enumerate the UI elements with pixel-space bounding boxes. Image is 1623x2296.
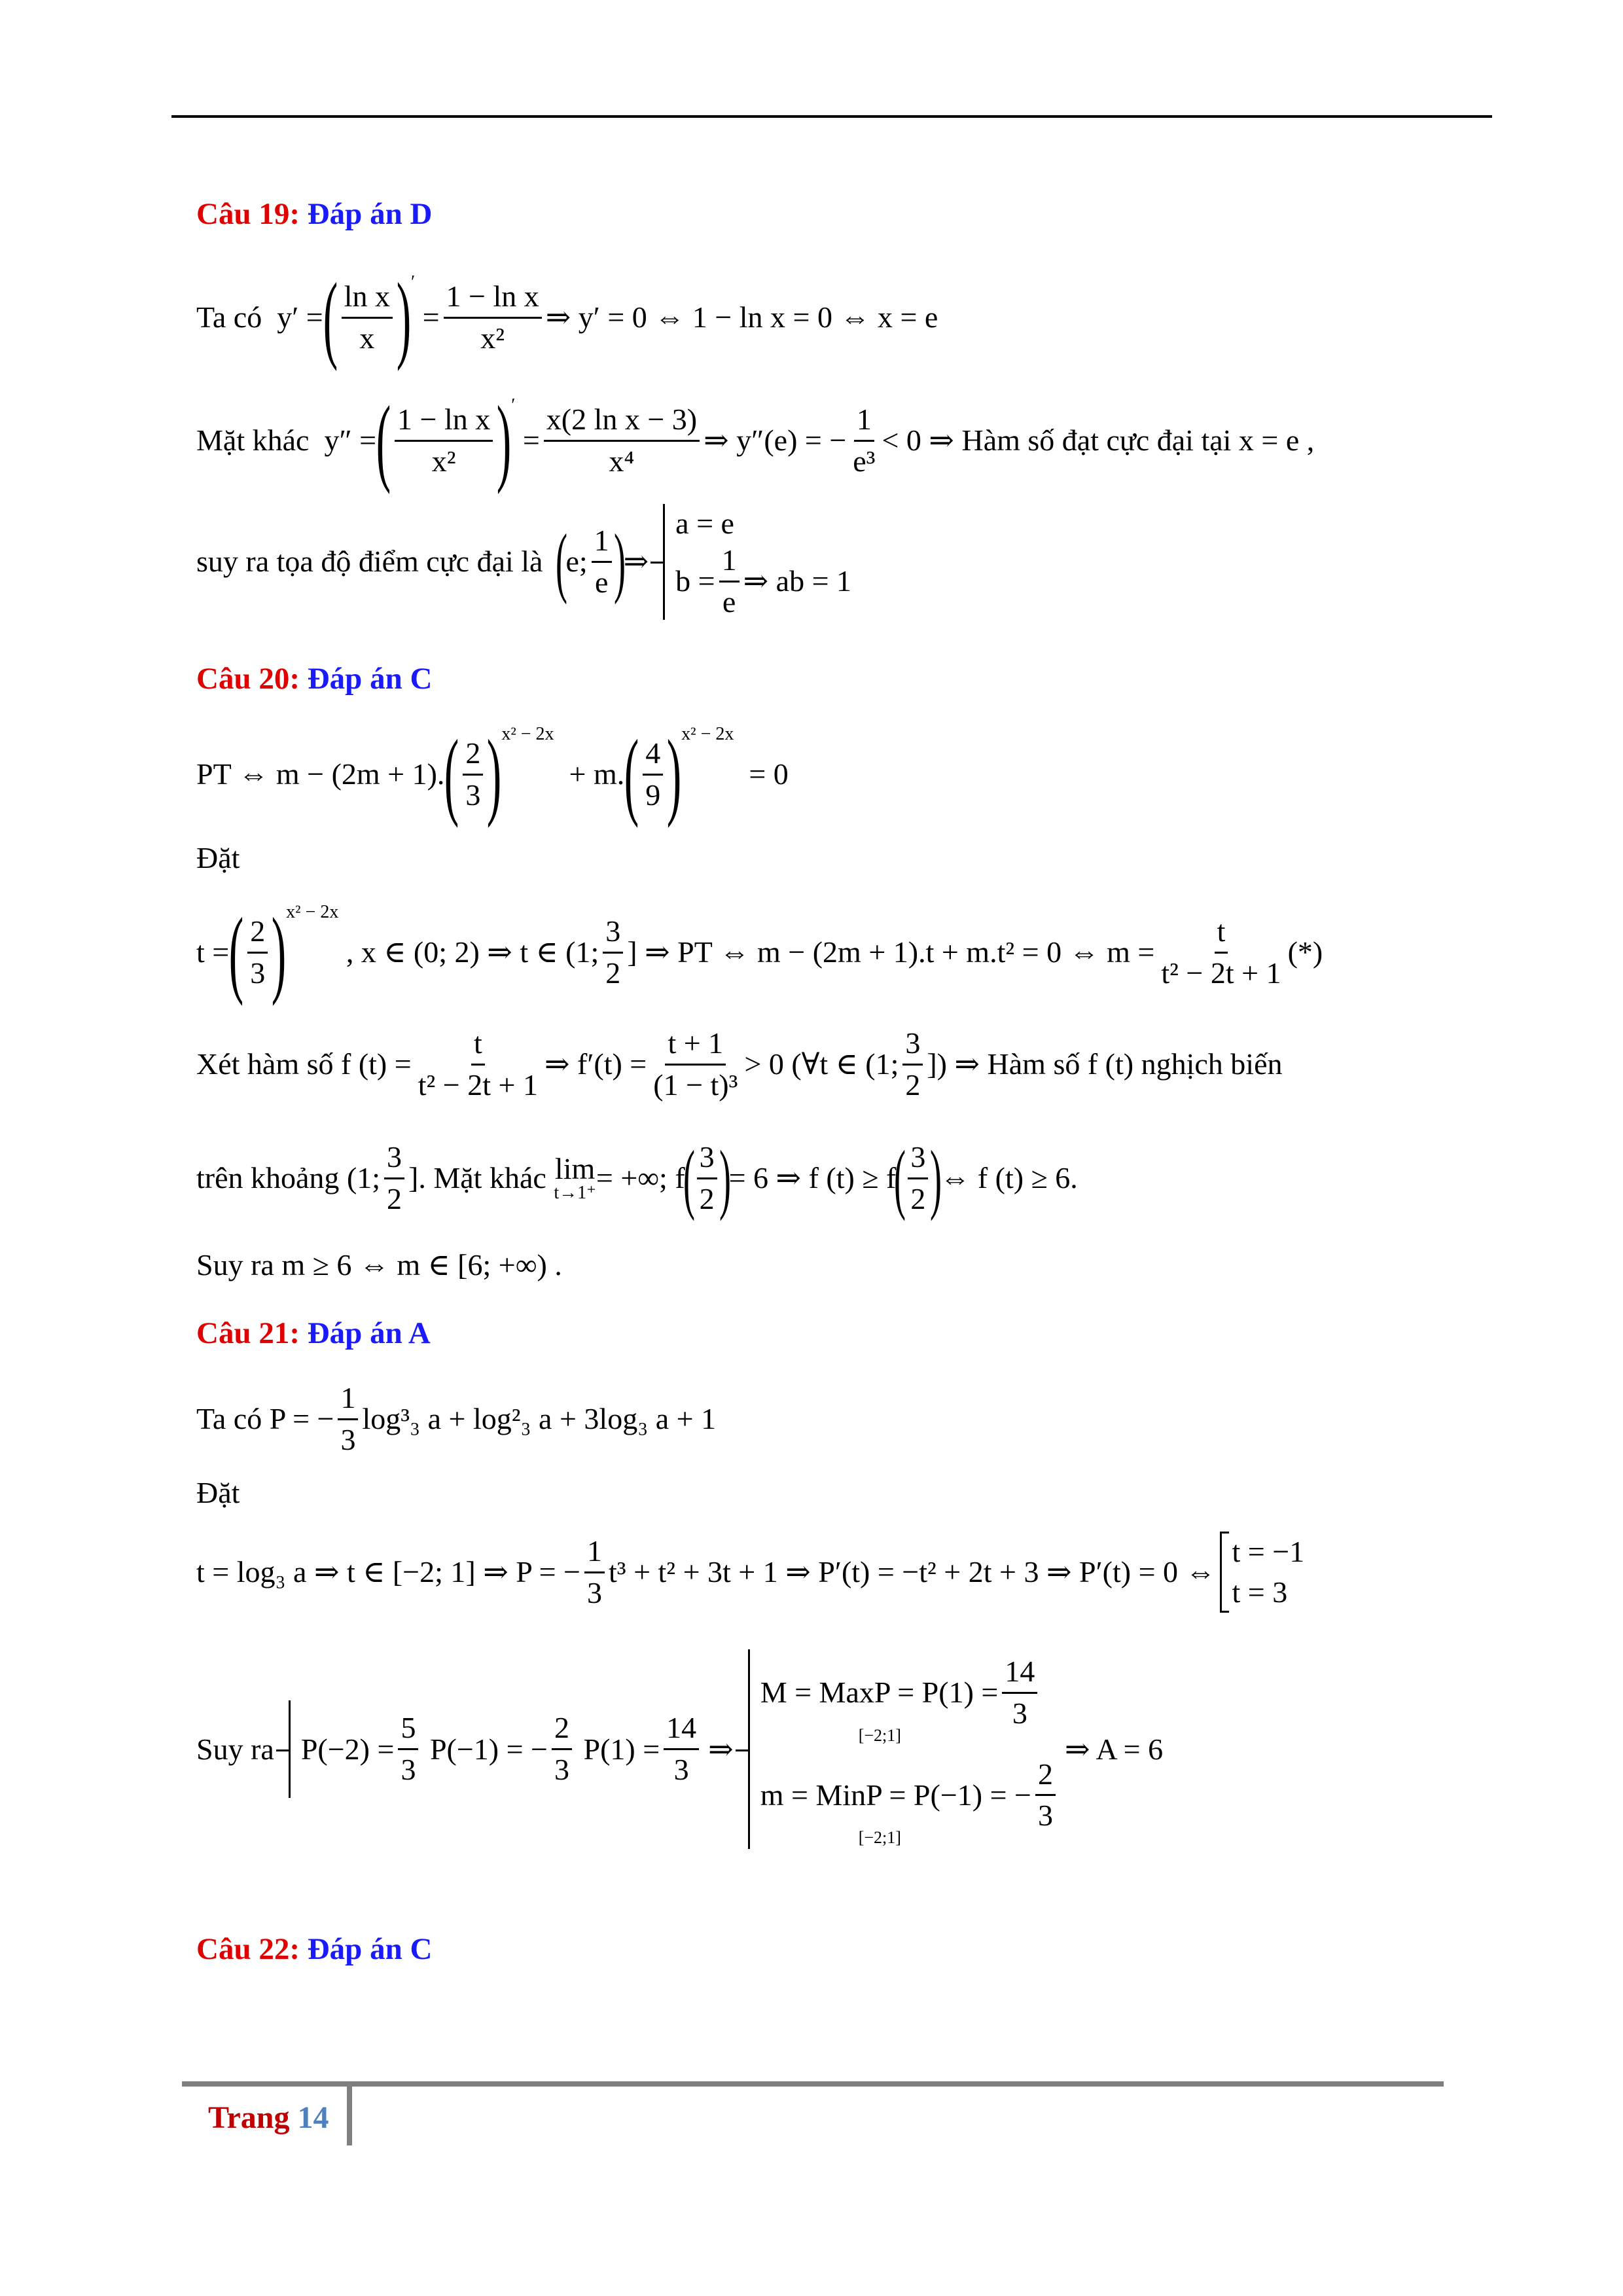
q19-line2: Mặt khác y″ = ( $\frac{\text{1 − ln x}}{\text{x²}}$ ) ′ = $\frac{\text{x(2 ln x − 3)}}{\text{x⁴}}$ ⇒ y″(e) = − $\frac{1}{\text{e³}}$ < 0 ⇒ Hàm số đạt cực đại tại x = e , [196, 386, 1315, 495]
fraction: $\frac{4}{9}$ [643, 736, 663, 813]
fraction: $\frac{t + 1}{\text{(1 − t)³}}$ [653, 1026, 738, 1102]
limit: lim t→1⁺ [554, 1152, 596, 1203]
system-brace: P(−2) = $\frac{5}{3}$ P(−1) = − $\frac{2}{3}$ P(1) = $\frac{14}{3}$ [289, 1700, 703, 1798]
q19-line1: Ta có y′ = ( $\frac{\text{ln x}}{x}$ ) ′ = $\frac{\text{1 − ln x}}{\text{x²}}$ ⇒ y′ = 0 ⇔ 1 − ln x = 0 ⇔ x = e [196, 263, 938, 372]
system-brace: a = e b = $\frac{1}{e}$ ⇒ ab = 1 [663, 504, 851, 620]
q20-dat: Đặt [196, 841, 240, 874]
q20-title: Câu 20: [196, 662, 300, 696]
q19-answer: Đáp án D [307, 197, 433, 231]
system-brace: M = MaxP = P(1) = $\frac{14}{3}$ [−2;1] m = MinP = P(−1) = − $\frac{2}{3}$ [−2;1] [748, 1649, 1060, 1849]
fraction: $\frac{2}{3}$ [247, 914, 268, 991]
q21-dat: Đặt [196, 1476, 240, 1509]
fraction: $\frac{\text{ln x}}{x}$ [342, 279, 393, 356]
q21-line1: Ta có P = − $\frac{1}{3}$ log³₃ a + log²₃ a + 3log₃ a + 1 [196, 1381, 717, 1456]
q21-line2: t = log₃ a ⇒ t ∈ [−2; 1] ⇒ P = − $\frac{1}{3}$ t³ + t² + 3t + 1 ⇒ P′(t) = −t² + 2t + 3 ⇒ P′(t) = 0 ⇔ t = −1 t = 3 [196, 1532, 1304, 1613]
fraction: $\frac{\text{1 − ln x}}{\text{x²}}$ [444, 279, 542, 356]
system-bracket: t = −1 t = 3 [1220, 1532, 1305, 1613]
q20-answer: Đáp án C [307, 662, 433, 696]
fraction: $\frac{3}{2}$ [902, 1026, 923, 1103]
fraction: $\frac{3}{2}$ [603, 914, 623, 991]
q21-title: Câu 21: [196, 1316, 300, 1350]
q19-title: Câu 19: [196, 197, 300, 231]
header-rule [171, 115, 1492, 118]
page-label: Trang [208, 2100, 290, 2135]
q21-heading [196, 1318, 431, 1349]
fraction: $\frac{t}{\text{t² − 2t + 1}}$ [1161, 914, 1281, 990]
fraction: $\frac{1}{3}$ [584, 1534, 605, 1611]
q22-heading [196, 1934, 432, 1965]
q19-line3: suy ra tọa độ điểm cực đại là ( e; $\frac{1}{e}$ ) ⇒ a = e b = $\frac{1}{e}$ ⇒ ab = 1 [196, 504, 851, 620]
fraction: $\frac{1}{\text{e³}}$ [853, 402, 876, 478]
q20-line5: Suy ra m ≥ 6 ⇔ m ∈ [6; +∞) . [196, 1248, 562, 1282]
footer-rule [182, 2081, 1444, 2087]
q21-answer: Đáp án A [307, 1316, 431, 1350]
q22-answer: Đáp án C [307, 1932, 433, 1966]
q20-heading [196, 664, 432, 694]
fraction: $\frac{1}{e}$ [592, 524, 612, 600]
page-footer [208, 2100, 329, 2136]
fraction: $\frac{3}{2}$ [697, 1140, 717, 1217]
fraction: $\frac{1}{3}$ [338, 1381, 358, 1458]
page-number: 14 [297, 2100, 329, 2135]
fraction: $\frac{t}{\text{t² − 2t + 1}}$ [418, 1026, 538, 1102]
q20-line2: t = ( $\frac{2}{3}$ ) $^{x^2 - 2x}$ , x ∈ (0; 2) ⇒ t ∈ (1; $\frac{3}{2}$ ] ⇒ PT ⇔ m − (2m + 1).t + m.t² = 0 ⇔ m = $\frac{t}{\text{t² − 2t + 1}}$ (*) [196, 898, 1323, 1007]
q19-heading [196, 199, 432, 230]
q20-line3: Xét hàm số f (t) = $\frac{t}{\text{t² − 2t + 1}}$ ⇒ f′(t) = $\frac{t + 1}{\text{(1 − t)³}}$ > 0 (∀t ∈ (1; $\frac{3}{2}$ ]) ⇒ Hàm số f (t) nghịch biến [196, 1026, 1283, 1102]
q21-line3: Suy ra P(−2) = $\frac{5}{3}$ P(−1) = − $\frac{2}{3}$ P(1) = $\frac{14}{3}$ ⇒ M = MaxP = P(1) = $\frac{14}{3}$ [−2;1] m = MinP = P(−1) = − $\frac{2}{3}$ [−2;1] ⇒ A = 6 [196, 1649, 1163, 1849]
q20-line1: PT ⇔ m − (2m + 1). ( $\frac{2}{3}$ ) $^{x^2 - 2x}$ + m. ( $\frac{4}{9}$ ) $^{x^2 - 2x}$ = 0 [196, 720, 789, 829]
q22-title: Câu 22: [196, 1932, 300, 1966]
fraction: $\frac{2}{3}$ [463, 736, 483, 813]
fraction: $\frac{3}{2}$ [384, 1140, 404, 1217]
fraction: $\frac{\text{1 − ln x}}{\text{x²}}$ [395, 403, 493, 479]
fraction: $\frac{\text{x(2 ln x − 3)}}{\text{x⁴}}$ [544, 403, 700, 479]
q20-line4: trên khoảng (1; $\frac{3}{2}$ ]. Mặt khác lim t→1⁺ = +∞; f ( $\frac{3}{2}$ ) = 6 ⇒ f (t) ≥ f ( $\frac{3}{2}$ ) ⇔ f (t) ≥ 6. [196, 1134, 1078, 1221]
fraction: $\frac{3}{2}$ [908, 1140, 928, 1217]
footer-divider [347, 2087, 352, 2145]
